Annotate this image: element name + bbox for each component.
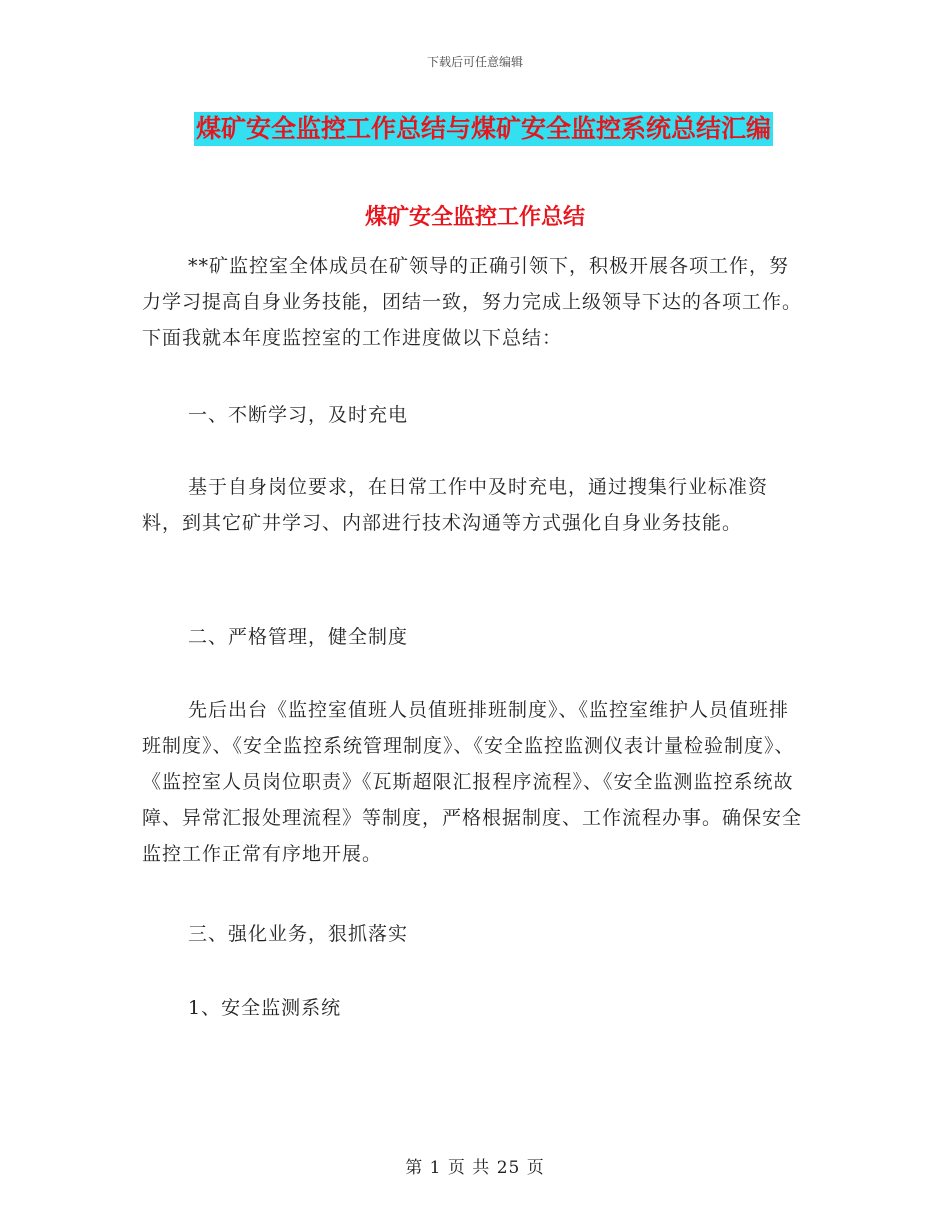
heading-3-1: 1、安全监测系统 <box>188 997 342 1019</box>
heading-3: 三、强化业务，狠抓落实 <box>188 923 409 945</box>
body-paragraph-1: 基于自身岗位要求，在日常工作中及时充电，通过搜集行业标准资料，到其它矿井学习、内部进行技术沟通等方式强化自身业务技能。 <box>142 476 769 534</box>
page-header-note: 下载后可任意编辑 <box>426 55 523 69</box>
body-paragraph-2: 先后出台《监控室值班人员值班排班制度》、《监控室维护人员值班排班制度》、《安全监控系统管理制度》、《安全监控监测仪表计量检验制度》、《监控室人员岗位职责》《瓦斯超限汇报程序流程》、《安全监测监控系统故障、异常汇报处理流程》等制度，严格根据制度、工作流程办事。确保安全监控工作正常有序地开展。 <box>142 699 803 865</box>
heading-1: 一、不断学习，及时充电 <box>188 404 409 426</box>
section-title: 煤矿安全监控工作总结 <box>364 205 585 230</box>
document-title: 煤矿安全监控工作总结与煤矿安全监控系统总结汇编 <box>194 112 773 146</box>
intro-paragraph: **矿监控室全体成员在矿领导的正确引领下，积极开展各项工作，努力学习提高自身业务技能，团结一致，努力完成上级领导下达的各项工作。下面我就本年度监控室的工作进度做以下总结： <box>142 255 803 349</box>
heading-2: 二、严格管理，健全制度 <box>188 626 409 648</box>
page-footer: 第 1 页 共 25 页 <box>405 1158 545 1178</box>
